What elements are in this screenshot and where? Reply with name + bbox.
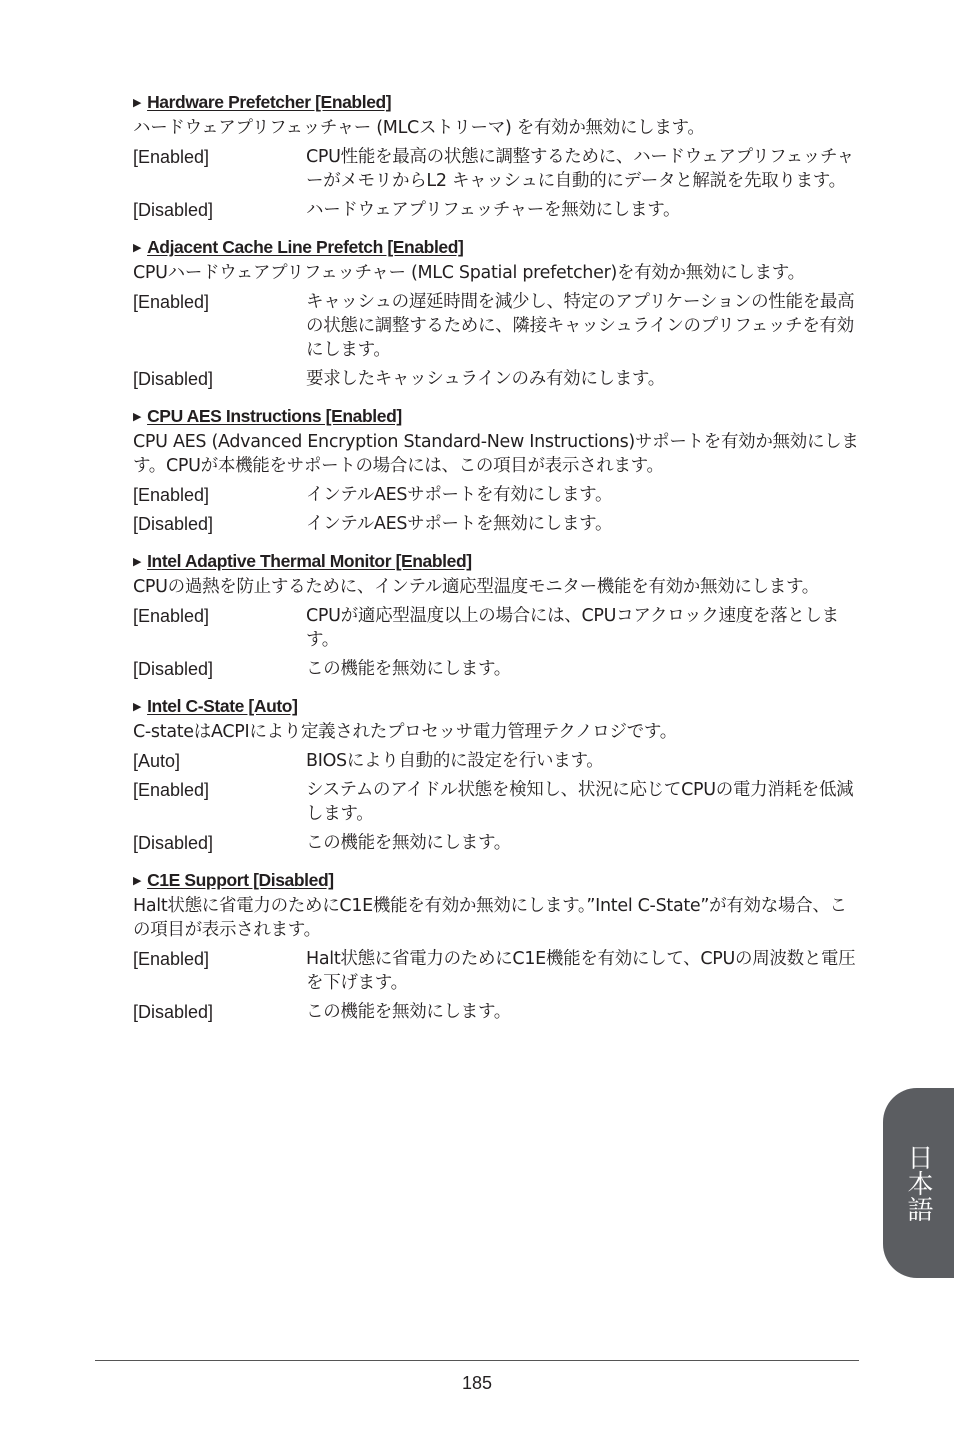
option-value: CPU性能を最高の状態に調整するために、ハードウェアプリフェッチャーがメモリからL2 キャッシュに自動的にデータと解説を先取ります。 <box>306 147 854 191</box>
option-key: [Disabled] <box>133 659 214 679</box>
option-row <box>133 290 860 362</box>
option-row <box>133 749 860 773</box>
setting-heading <box>133 549 860 574</box>
setting-title: Intel C-State [Auto] <box>147 696 298 716</box>
setting-section-hardware-prefetcher <box>133 90 860 222</box>
option-row <box>133 145 860 193</box>
setting-heading <box>133 694 860 719</box>
setting-section-c-state <box>133 694 860 855</box>
setting-section-cpu-aes <box>133 404 860 536</box>
language-tab <box>883 1088 954 1278</box>
option-key: [Auto] <box>133 751 181 771</box>
option-value: Halt状態に省電力のためにC1E機能を有効にして、CPUの周波数と電圧を下げます。 <box>306 949 856 993</box>
setting-section-c1e-support <box>133 868 860 1024</box>
option-value: システムのアイドル状態を検知し、状況に応じてCPUの電力消耗を低減します。 <box>306 780 854 824</box>
option-row <box>133 831 860 855</box>
triangle-bullet-icon: ▶ <box>133 411 142 423</box>
setting-title: Adjacent Cache Line Prefetch [Enabled] <box>147 237 464 257</box>
setting-description: CPUの過熱を防止するために、インテル適応型温度モニター機能を有効か無効にします。 <box>133 577 820 597</box>
triangle-bullet-icon: ▶ <box>133 701 142 713</box>
option-row <box>133 483 860 507</box>
setting-description: CPU AES (Advanced Encryption Standard-New Instructions)サポートを有効か無効にします。CPUが本機能をサポートの場合には、この項目が表示されます。 <box>133 432 859 476</box>
option-key: [Disabled] <box>133 200 214 220</box>
option-key: [Disabled] <box>133 514 214 534</box>
setting-section-adjacent-cache-line <box>133 235 860 391</box>
option-key: [Disabled] <box>133 833 214 853</box>
option-key: [Enabled] <box>133 949 210 969</box>
option-key: [Enabled] <box>133 485 210 505</box>
setting-heading <box>133 235 860 260</box>
setting-section-thermal-monitor <box>133 549 860 681</box>
setting-title: CPU AES Instructions [Enabled] <box>147 406 402 426</box>
triangle-bullet-icon: ▶ <box>133 242 142 254</box>
option-value: この機能を無効にします。 <box>306 659 511 679</box>
setting-title: C1E Support [Disabled] <box>147 870 334 890</box>
option-row <box>133 947 860 995</box>
option-value: インテルAESサポートを無効にします。 <box>306 514 613 534</box>
language-tab-label: 日本語 <box>903 1144 933 1222</box>
manual-content <box>133 90 860 1037</box>
setting-description: CPUハードウェアプリフェッチャー (MLC Spatial prefetcher)を有効か無効にします。 <box>133 263 805 283</box>
option-row <box>133 198 860 222</box>
setting-heading <box>133 404 860 429</box>
option-key: [Enabled] <box>133 606 210 626</box>
setting-description: ハードウェアプリフェッチャー (MLCストリーマ) を有効か無効にします。 <box>133 118 705 138</box>
option-value: ハードウェアプリフェッチャーを無効にします。 <box>306 200 681 220</box>
option-key: [Disabled] <box>133 369 214 389</box>
option-row <box>133 1000 860 1024</box>
setting-heading <box>133 90 860 115</box>
option-value: この機能を無効にします。 <box>306 1002 511 1022</box>
triangle-bullet-icon: ▶ <box>133 556 142 568</box>
page-number: 185 <box>461 1373 493 1393</box>
option-value: 要求したキャッシュラインのみ有効にします。 <box>306 369 665 389</box>
triangle-bullet-icon: ▶ <box>133 875 142 887</box>
setting-title: Hardware Prefetcher [Enabled] <box>147 92 392 112</box>
option-value: キャッシュの遅延時間を減少し、特定のアプリケーションの性能を最高の状態に調整するために、隣接キャッシュラインのプリフェッチを有効にします。 <box>306 292 855 360</box>
option-row <box>133 657 860 681</box>
option-key: [Enabled] <box>133 292 210 312</box>
option-key: [Enabled] <box>133 147 210 167</box>
option-value: インテルAESサポートを有効にします。 <box>306 485 613 505</box>
setting-title: Intel Adaptive Thermal Monitor [Enabled] <box>147 551 472 571</box>
option-row <box>133 604 860 652</box>
option-value: CPUが適応型温度以上の場合には、CPUコアクロック速度を落とします。 <box>306 606 839 650</box>
option-value: BIOSにより自動的に設定を行います。 <box>306 751 604 771</box>
setting-description: C-stateはACPIにより定義されたプロセッサ電力管理テクノロジです。 <box>133 722 677 742</box>
option-row <box>133 512 860 536</box>
setting-description: Halt状態に省電力のためにC1E機能を有効か無効にします。”Intel C-State”が有効な場合、この項目が表示されます。 <box>133 896 847 940</box>
option-value: この機能を無効にします。 <box>306 833 511 853</box>
option-row <box>133 367 860 391</box>
option-key: [Disabled] <box>133 1002 214 1022</box>
option-row <box>133 778 860 826</box>
option-key: [Enabled] <box>133 780 210 800</box>
setting-heading <box>133 868 860 893</box>
triangle-bullet-icon: ▶ <box>133 97 142 109</box>
footer-divider <box>95 1360 859 1361</box>
